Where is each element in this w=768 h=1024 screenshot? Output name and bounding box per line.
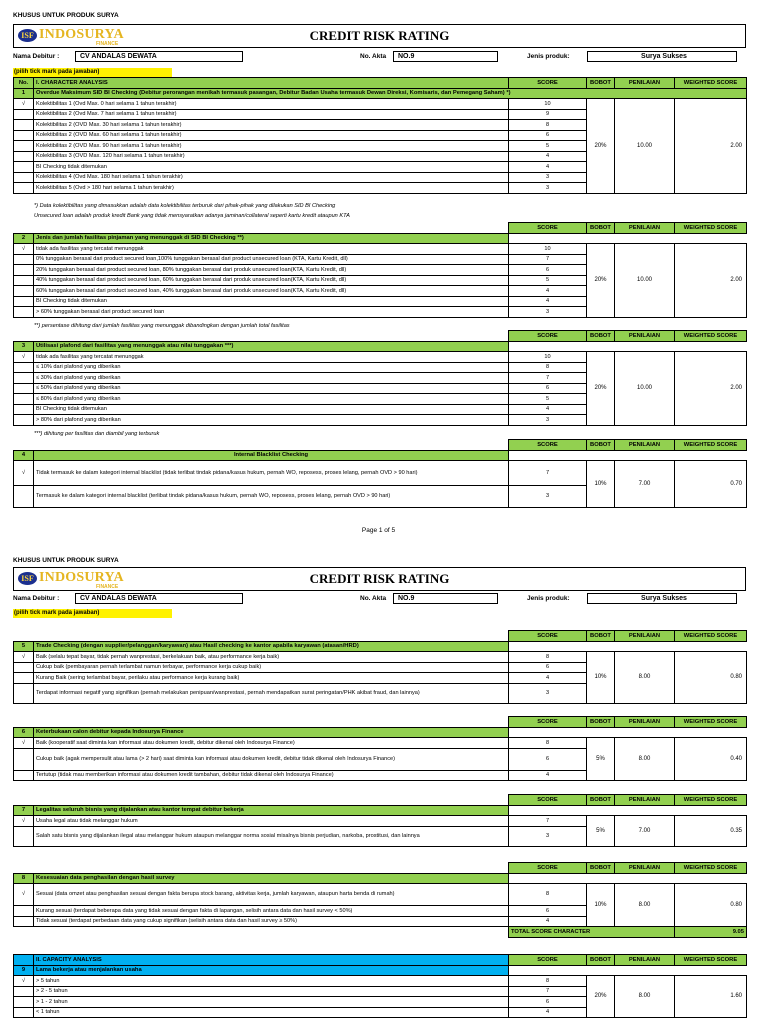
- bobot-value: 20%: [587, 99, 615, 194]
- section-9-table: [13, 954, 747, 1018]
- option-text: 60% tunggakan berasal dari product secured loan, 40% tunggakan berasal dari produk unsecured loan(KTA, Kartu Kredit, dll): [34, 286, 509, 297]
- produk-field[interactable]: Surya Sukses: [587, 593, 737, 604]
- tick-mark[interactable]: [14, 120, 34, 131]
- col-bobot: BOBOT: [587, 631, 615, 642]
- tick-mark[interactable]: √: [14, 461, 34, 486]
- option-text: Tidak termasuk ke dalam kategori internal blacklist (tidak terlibat tindak pidana/kasus hukum, pernah WO, reposess, proses lelang, pernah OVD > 90 hari): [34, 461, 509, 486]
- option-score: 8: [509, 120, 587, 131]
- section-4-table: [13, 439, 747, 508]
- col-bobot: BOBOT: [587, 955, 615, 966]
- total-score-label: TOTAL SCORE CHARACTER: [509, 927, 675, 938]
- option-row[interactable]: [14, 461, 747, 486]
- bobot-value: 5%: [587, 816, 615, 847]
- col-weighted: WEIGHTED SCORE: [675, 631, 747, 642]
- criteria-number: 3: [14, 341, 34, 352]
- option-score: 3: [509, 307, 587, 318]
- col-bobot: BOBOT: [587, 331, 615, 342]
- tick-mark[interactable]: [14, 906, 34, 917]
- total-score-value: 9.05: [675, 927, 747, 938]
- criteria-title: Utilisasi plafond dari fasilitas yang menunggak atau nilai tunggakan ***): [34, 341, 509, 352]
- section-2-table: [13, 222, 747, 318]
- footnote: **) persentase dihitung dari jumlah fasilitas yang menunggak dibandingkan dengan jumlah total fasilitas: [34, 323, 290, 329]
- logo-sub: FINANCE: [96, 584, 119, 590]
- col-bobot: BOBOT: [587, 78, 615, 89]
- tick-mark[interactable]: √: [14, 244, 34, 255]
- akta-field[interactable]: NO.9: [393, 593, 498, 604]
- tick-mark[interactable]: [14, 296, 34, 307]
- penilaian-value: 10.00: [615, 244, 675, 318]
- criteria-number: 8: [14, 873, 34, 884]
- criteria-number: 2: [14, 233, 34, 244]
- option-row[interactable]: [14, 884, 747, 906]
- col-bobot: BOBOT: [587, 863, 615, 874]
- option-score: 8: [509, 652, 587, 663]
- col-penilaian: PENILAIAN: [615, 631, 675, 642]
- tick-mark[interactable]: √: [14, 738, 34, 749]
- tick-mark[interactable]: [14, 172, 34, 183]
- tick-mark[interactable]: [14, 683, 34, 703]
- logo-name: INDOSURYA: [39, 570, 124, 585]
- brand-bar: [13, 24, 746, 48]
- section-8-table: [13, 862, 747, 938]
- col-bobot: BOBOT: [587, 717, 615, 728]
- option-score: 7: [509, 373, 587, 384]
- bobot-value: 20%: [587, 352, 615, 426]
- penilaian-value: 7.00: [615, 816, 675, 847]
- weighted-value: 2.00: [675, 99, 747, 194]
- option-row[interactable]: [14, 976, 747, 987]
- tick-mark[interactable]: [14, 826, 34, 846]
- option-score: 10: [509, 352, 587, 363]
- option-score: 8: [509, 362, 587, 373]
- weighted-value: 0.40: [675, 738, 747, 781]
- option-score: 5: [509, 141, 587, 152]
- option-text: 40% tunggakan berasal dari product secured loan, 60% tunggakan berasal dari produk unsecured loan(KTA, Kartu Kredit, dll): [34, 275, 509, 286]
- option-text: Salah satu bisnis yang dijalankan ilegal atau melanggar hukum ataupun melanggar norma sosial misalnya bisnis perjudian, narkoba, prostitusi, dan lainnya: [34, 826, 509, 846]
- footnote: ***) dihitung per fasilitas dan diambil yang terburuk: [34, 431, 160, 437]
- logo-mark-icon: ISF: [18, 29, 37, 42]
- option-text: Kolektibilitas 1 (Ovd Max. 0 hari selama 1 tahun terakhir): [34, 99, 509, 110]
- section-3-table: [13, 330, 747, 426]
- option-text: Sesuai (data omzet atau penghasilan sesuai dengan fakta berupa stock barang, aktivitas kerja, jumlah karyawan, ataupun harta benda di rumah): [34, 884, 509, 906]
- tick-mark[interactable]: √: [14, 652, 34, 663]
- option-text: tidak ada fasilitas yang tercatat menunggak: [34, 352, 509, 363]
- col-weighted: WEIGHTED SCORE: [675, 795, 747, 806]
- option-text: 0% tunggakan berasal dari product secured loan,100% tunggakan berasal dari product unsecured loan (KTA, Kartu Kredit, dll): [34, 254, 509, 265]
- option-score: 7: [509, 461, 587, 486]
- criteria-number: 4: [14, 450, 34, 461]
- logo-sub: FINANCE: [96, 41, 119, 47]
- weighted-value: 0.80: [675, 884, 747, 927]
- option-text: Baik (selalu tepat bayar, tidak pernah wanprestasi, berkelakuan baik, atau performance kerja baik): [34, 652, 509, 663]
- produk-label: Jenis produk:: [527, 53, 570, 60]
- option-text: BI Checking tidak ditemukan: [34, 296, 509, 307]
- col-bobot: BOBOT: [587, 795, 615, 806]
- logo-name: INDOSURYA: [39, 27, 124, 42]
- option-score: 6: [509, 265, 587, 276]
- option-score: 4: [509, 673, 587, 684]
- weighted-value: 0.35: [675, 816, 747, 847]
- tick-mark[interactable]: [14, 362, 34, 373]
- col-weighted: WEIGHTED SCORE: [675, 78, 747, 89]
- col-weighted: WEIGHTED SCORE: [675, 223, 747, 234]
- instruction-note: (pilih tick mark pada jawaban): [13, 68, 172, 77]
- product-label: KHUSUS UNTUK PRODUK SURYA: [13, 12, 119, 19]
- weighted-value: 0.70: [675, 461, 747, 508]
- section-5-table: [13, 630, 747, 704]
- section-1-table: [13, 77, 747, 194]
- option-text: Terdapat informasi negatif yang signifikan (pernah melakukan penipuan/wanprestasi, pernah mendapatkan surat peringatan/PHK akibat fraud, dan lainnya): [34, 683, 509, 703]
- option-text: > 80% dari plafond yang diberikan: [34, 415, 509, 426]
- page-title: CREDIT RISK RATING: [309, 571, 450, 586]
- col-bobot: BOBOT: [587, 223, 615, 234]
- option-text: BI Checking tidak ditemukan: [34, 162, 509, 173]
- criteria-number: 5: [14, 641, 34, 652]
- option-text: > 5 tahun: [34, 976, 509, 987]
- option-score: 3: [509, 183, 587, 194]
- option-text: > 2 - 5 tahun: [34, 986, 509, 997]
- tick-mark[interactable]: [14, 673, 34, 684]
- option-score: 6: [509, 383, 587, 394]
- debitur-label: Nama Debitur :: [13, 53, 60, 60]
- col-penilaian: PENILAIAN: [615, 440, 675, 451]
- option-score: 3: [509, 486, 587, 508]
- option-score: 4: [509, 162, 587, 173]
- tick-mark[interactable]: [14, 1007, 34, 1018]
- option-score: 6: [509, 997, 587, 1008]
- option-text: Kolektibilitas 2 (OVD Max. 60 hari selama 1 tahun terakhir): [34, 130, 509, 141]
- col-penilaian: PENILAIAN: [615, 955, 675, 966]
- option-text: Kolektibilitas 2 (Ovd Max. 7 hari selama 1 tahun terakhir): [34, 109, 509, 120]
- option-row[interactable]: [14, 652, 747, 663]
- debitur-info: [13, 593, 746, 605]
- col-penilaian: PENILAIAN: [615, 78, 675, 89]
- col-bobot: BOBOT: [587, 440, 615, 451]
- option-score: 3: [509, 826, 587, 846]
- criteria-title: Keterbukaan calon debitur kepada Indosurya Finance: [34, 727, 509, 738]
- penilaian-value: 8.00: [615, 976, 675, 1018]
- criteria-title: Overdue Maksimum SID BI Checking (Debitur perorangan menikah termasuk pasangan, Debitur Badan Usaha termasuk Dewan Direksi, Komisaris, dan Pemegang Saham) *): [34, 88, 747, 99]
- option-text: Termasuk ke dalam kategori internal blacklist (terlibat tindak pidana/kasus hukum, pernah WO, reposess, proses lelang, pernah OVD > 90 hari): [34, 486, 509, 508]
- col-score: SCORE: [509, 795, 587, 806]
- option-score: 4: [509, 1007, 587, 1018]
- penilaian-value: 8.00: [615, 652, 675, 704]
- option-text: ≤ 50% dari plafond yang diberikan: [34, 383, 509, 394]
- option-score: 6: [509, 906, 587, 917]
- page-number: Page 1 of 5: [361, 527, 396, 534]
- criteria-title: Lama bekerja atau menjalankan usaha: [34, 965, 509, 976]
- section-title: II. CAPACITY ANALYSIS: [34, 955, 509, 966]
- tick-mark[interactable]: [14, 373, 34, 384]
- tick-mark[interactable]: [14, 770, 34, 781]
- tick-mark[interactable]: √: [14, 816, 34, 827]
- col-score: SCORE: [509, 223, 587, 234]
- produk-label: Jenis produk:: [527, 595, 570, 602]
- col-score: SCORE: [509, 331, 587, 342]
- tick-mark[interactable]: √: [14, 884, 34, 906]
- tick-mark[interactable]: [14, 394, 34, 405]
- option-score: 7: [509, 254, 587, 265]
- option-row[interactable]: [14, 738, 747, 749]
- option-score: 3: [509, 683, 587, 703]
- tick-mark[interactable]: [14, 404, 34, 415]
- option-text: Kolektibilitas 5 (Ovd > 180 hari selama 1 tahun terakhir): [34, 183, 509, 194]
- bobot-value: 10%: [587, 652, 615, 704]
- criteria-title: Kesesuaian data penghasilan dengan hasil survey: [34, 873, 509, 884]
- option-text: < 1 tahun: [34, 1007, 509, 1018]
- col-weighted: WEIGHTED SCORE: [675, 863, 747, 874]
- col-score: SCORE: [509, 631, 587, 642]
- option-text: Cukup baik (agak mempersulit atau lama (> 2 hari) saat diminta kan informasi atau dokumen kredit, debitur tidak dikenal oleh Indosurya Finance): [34, 748, 509, 770]
- tick-mark[interactable]: [14, 254, 34, 265]
- col-score: SCORE: [509, 440, 587, 451]
- col-weighted: WEIGHTED SCORE: [675, 717, 747, 728]
- page-title: CREDIT RISK RATING: [309, 28, 450, 43]
- tick-mark[interactable]: [14, 997, 34, 1008]
- col-weighted: WEIGHTED SCORE: [675, 440, 747, 451]
- col-weighted: WEIGHTED SCORE: [675, 955, 747, 966]
- weighted-value: 2.00: [675, 244, 747, 318]
- option-text: tidak ada fasilitas yang tercatat menunggak: [34, 244, 509, 255]
- penilaian-value: 8.00: [615, 884, 675, 927]
- option-score: 7: [509, 816, 587, 827]
- col-score: SCORE: [509, 78, 587, 89]
- option-score: 4: [509, 286, 587, 297]
- criteria-title: Jenis dan jumlah fasilitas pinjaman yang menunggak di SID BI Checking **): [34, 233, 509, 244]
- option-text: 20% tunggakan berasal dari product secured loan, 80% tunggakan berasal dari produk unsecured loan(KTA, Kartu Kredit, dll): [34, 265, 509, 276]
- criteria-number: 7: [14, 805, 34, 816]
- criteria-title: Internal Blacklist Checking: [34, 450, 509, 461]
- col-score: SCORE: [509, 863, 587, 874]
- option-score: 4: [509, 151, 587, 162]
- tick-mark[interactable]: [14, 265, 34, 276]
- option-score: 10: [509, 244, 587, 255]
- penilaian-value: 10.00: [615, 99, 675, 194]
- penilaian-value: 8.00: [615, 738, 675, 781]
- col-weighted: WEIGHTED SCORE: [675, 331, 747, 342]
- tick-mark[interactable]: [14, 986, 34, 997]
- option-score: 8: [509, 738, 587, 749]
- akta-label: No. Akta: [360, 595, 387, 602]
- option-score: 6: [509, 662, 587, 673]
- option-text: ≤ 80% dari plafond yang diberikan: [34, 394, 509, 405]
- tick-mark[interactable]: [14, 286, 34, 297]
- option-row[interactable]: [14, 816, 747, 827]
- option-score: 4: [509, 916, 587, 927]
- instruction-note: (pilih tick mark pada jawaban): [13, 609, 172, 618]
- weighted-value: 2.00: [675, 352, 747, 426]
- option-text: Kolektibilitas 2 (OVD Max. 90 hari selama 1 tahun terakhir): [34, 141, 509, 152]
- option-text: Baik (kooperatif saat diminta kan informasi atau dokumen kredit, debitur dikenal oleh Indosurya Finance): [34, 738, 509, 749]
- option-score: 8: [509, 884, 587, 906]
- criteria-number: 1: [14, 88, 34, 99]
- criteria-title: Legalitas seluruh bisnis yang dijalankan atau kantor tempat debitur bekerja: [34, 805, 509, 816]
- logo-mark-icon: ISF: [18, 572, 37, 585]
- debitur-info: [13, 51, 746, 63]
- tick-mark[interactable]: [14, 486, 34, 508]
- tick-mark[interactable]: [14, 130, 34, 141]
- option-text: Kurang sesuai (terdapat beberapa data yang tidak sesuai dengan fakta di lapangan, selisih antara data dan hasil survey < 50%): [34, 906, 509, 917]
- footnote: *) Data kolektibilitas yang dimasukkan adalah data kolektibilitas terburuk dari pihak-pihak yang dilakukan SID BI Checking: [34, 203, 336, 209]
- col-penilaian: PENILAIAN: [615, 223, 675, 234]
- tick-mark[interactable]: [14, 183, 34, 194]
- option-text: Usaha legal atau tidak melanggar hukum: [34, 816, 509, 827]
- option-score: 10: [509, 99, 587, 110]
- option-score: 5: [509, 275, 587, 286]
- option-text: ≤ 30% dari plafond yang diberikan: [34, 373, 509, 384]
- produk-field[interactable]: Surya Sukses: [587, 51, 737, 62]
- option-score: 8: [509, 976, 587, 987]
- option-score: 4: [509, 404, 587, 415]
- tick-mark[interactable]: [14, 162, 34, 173]
- option-score: 9: [509, 109, 587, 120]
- bobot-value: 20%: [587, 976, 615, 1018]
- option-score: 3: [509, 172, 587, 183]
- product-label: KHUSUS UNTUK PRODUK SURYA: [13, 557, 119, 564]
- option-text: ≤ 10% dari plafond yang diberikan: [34, 362, 509, 373]
- option-text: Tidak sesuai (terdapat perbedaan data yang cukup signifikan (selisih antara data dan hasil survey ≥ 50%): [34, 916, 509, 927]
- option-text: Tertutup (tidak mau memberikan informasi atau dokumen kredit tambahan, debitur tidak dikenal oleh Indosurya Finance): [34, 770, 509, 781]
- tick-mark[interactable]: [14, 141, 34, 152]
- tick-mark[interactable]: [14, 275, 34, 286]
- bobot-value: 10%: [587, 884, 615, 927]
- option-score: 3: [509, 415, 587, 426]
- option-score: 4: [509, 770, 587, 781]
- weighted-value: 0.80: [675, 652, 747, 704]
- col-penilaian: PENILAIAN: [615, 717, 675, 728]
- option-score: 7: [509, 986, 587, 997]
- section-6-table: [13, 716, 747, 781]
- option-text: Kolektibilitas 3 (OVD Max. 120 hari selama 1 tahun terakhir): [34, 151, 509, 162]
- option-row[interactable]: [14, 99, 747, 110]
- option-text: BI Checking tidak ditemukan: [34, 404, 509, 415]
- tick-mark[interactable]: [14, 109, 34, 120]
- akta-label: No. Akta: [360, 53, 387, 60]
- option-text: Kurang Baik (sering terlambat bayar, perilaku atau performance kerja kurang baik): [34, 673, 509, 684]
- col-penilaian: PENILAIAN: [615, 795, 675, 806]
- bobot-value: 5%: [587, 738, 615, 781]
- tick-mark[interactable]: [14, 383, 34, 394]
- tick-mark[interactable]: √: [14, 99, 34, 110]
- option-text: Cukup baik (pembayaran pernah terlambat namun terbayar, performance kerja cukup baik): [34, 662, 509, 673]
- option-text: Kolektibilitas 4 (Ovd Max. 180 hari selama 1 tahun terakhir): [34, 172, 509, 183]
- option-text: > 60% tunggakan berasal dari product secured loan: [34, 307, 509, 318]
- option-row[interactable]: [14, 352, 747, 363]
- option-text: Kolektibilitas 2 (OVD Max. 30 hari selama 1 tahun terakhir): [34, 120, 509, 131]
- akta-field[interactable]: NO.9: [393, 51, 498, 62]
- criteria-title: Trade Checking (dengan supplier/pelanggan/karyawan) atau Hasil checking ke kantor apabila karyawan (atasan/HRD): [34, 641, 509, 652]
- debitur-field[interactable]: CV ANDALAS DEWATA: [75, 593, 243, 604]
- tick-mark[interactable]: √: [14, 352, 34, 363]
- option-score: 6: [509, 130, 587, 141]
- tick-mark[interactable]: [14, 307, 34, 318]
- tick-mark[interactable]: [14, 151, 34, 162]
- option-text: > 1 - 2 tahun: [34, 997, 509, 1008]
- option-score: 6: [509, 748, 587, 770]
- weighted-value: 1.60: [675, 976, 747, 1018]
- penilaian-value: 7.00: [615, 461, 675, 508]
- bobot-value: 20%: [587, 244, 615, 318]
- debitur-field[interactable]: CV ANDALAS DEWATA: [75, 51, 243, 62]
- brand-bar: [13, 567, 746, 591]
- tick-mark[interactable]: [14, 916, 34, 927]
- col-score: SCORE: [509, 717, 587, 728]
- tick-mark[interactable]: [14, 415, 34, 426]
- tick-mark[interactable]: [14, 748, 34, 770]
- col-no: No.: [14, 78, 34, 89]
- col-penilaian: PENILAIAN: [615, 863, 675, 874]
- bobot-value: 10%: [587, 461, 615, 508]
- option-row[interactable]: [14, 244, 747, 255]
- option-score: 5: [509, 394, 587, 405]
- debitur-label: Nama Debitur :: [13, 595, 60, 602]
- tick-mark[interactable]: [14, 662, 34, 673]
- criteria-number: 9: [14, 965, 34, 976]
- col-score: SCORE: [509, 955, 587, 966]
- option-score: 4: [509, 296, 587, 307]
- section-7-table: [13, 794, 747, 847]
- col-penilaian: PENILAIAN: [615, 331, 675, 342]
- footnote: Unsecured loan adalah produk kredit Bank yang tidak mensyaratkan adanya jaminan/collateral seperti kartu kredit ataupun KTA: [34, 213, 350, 219]
- criteria-number: 6: [14, 727, 34, 738]
- section-title: I. CHARACTER ANALYSIS: [34, 78, 509, 89]
- tick-mark[interactable]: √: [14, 976, 34, 987]
- penilaian-value: 10.00: [615, 352, 675, 426]
